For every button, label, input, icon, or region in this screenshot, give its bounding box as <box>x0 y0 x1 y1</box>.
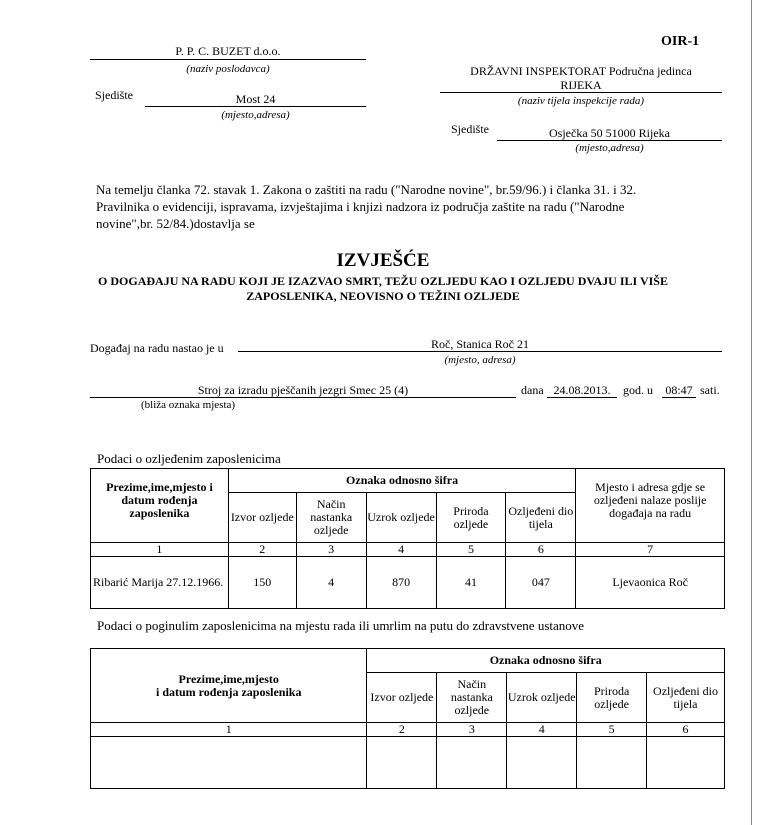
column-number: 7 <box>576 543 725 557</box>
deceased-sub-header: Ozljeđeni dio tijela <box>647 673 725 723</box>
employer-seat-line <box>145 106 366 107</box>
table-cell <box>367 737 437 789</box>
table-cell <box>647 737 725 789</box>
deceased-heading: Podaci o poginulim zaposlenicima na mjestu rada ili umrlim na putu do zdravstvene ustanove <box>97 618 585 633</box>
injured-person: Ribarić Marija 27.12.1966. <box>91 557 229 609</box>
column-number: 5 <box>577 723 647 737</box>
table-cell: 150 <box>228 557 296 609</box>
table-cell: 41 <box>436 557 506 609</box>
employer-name: P. P. C. BUZET d.o.o. <box>175 44 281 58</box>
intro-line-3: novine",br. 52/84.)dostavlja se <box>96 216 255 231</box>
event-machine-caption: (bliža oznaka mjesta) <box>141 399 236 411</box>
intro-line-1: Na temelju članka 72. stavak 1. Zakona o zaštiti na radu ("Narodne novine", br.59/96.) i članka 31. i 32. <box>96 182 637 197</box>
event-year-label: god. u <box>623 383 653 397</box>
event-date-label: dana <box>521 383 544 397</box>
authority-seat-label: Sjedište <box>451 122 489 136</box>
column-number: 4 <box>507 723 577 737</box>
table-cell <box>91 737 367 789</box>
deceased-sub-header: Priroda ozljede <box>577 673 647 723</box>
deceased-sub-header: Uzrok ozljede <box>507 673 577 723</box>
column-number: 6 <box>506 543 576 557</box>
column-number: 2 <box>228 543 296 557</box>
column-number: 3 <box>296 543 366 557</box>
table-cell: 870 <box>366 557 436 609</box>
event-machine-line <box>90 397 516 398</box>
column-number: 1 <box>91 543 229 557</box>
column-number: 3 <box>437 723 507 737</box>
event-date-line <box>547 397 617 398</box>
event-date: 24.08.2013. <box>553 383 611 397</box>
injured-group-header: Oznaka odnosno šifra <box>228 469 575 493</box>
deceased-col-person-line1: Prezime,ime,mjesto <box>178 671 279 686</box>
authority-name-line1: DRŽAVNI INSPEKTORAT Područna jedinca <box>470 64 692 78</box>
table-cell <box>437 737 507 789</box>
event-location: Roč, Stanica Roč 21 <box>431 337 529 351</box>
deceased-sub-header: Način nastanka ozljede <box>437 673 507 723</box>
page-border <box>751 0 752 825</box>
authority-seat-caption: (mjesto,adresa) <box>575 142 644 154</box>
event-machine: Stroj za izradu pješčanih jezgri Smec 25 (4) <box>197 383 409 397</box>
injured-sub-header: Uzrok ozljede <box>366 493 436 543</box>
column-number: 1 <box>91 723 367 737</box>
column-number: 6 <box>647 723 725 737</box>
event-location-line <box>238 351 722 352</box>
event-time: 08:47 <box>665 383 693 397</box>
employer-name-line <box>90 59 366 60</box>
injured-sub-header: Izvor ozljede <box>228 493 296 543</box>
deceased-sub-header: Izvor ozljede <box>367 673 437 723</box>
injured-sub-header: Ozljeđeni dio tijela <box>506 493 576 543</box>
column-number: 4 <box>366 543 436 557</box>
report-subtitle-2: ZAPOSLENIKA, NEOVISNO O TEŽINI OZLJEDE <box>246 289 520 303</box>
employer-seat-caption: (mjesto,adresa) <box>221 109 290 121</box>
report-subtitle-1: O DOGAĐAJU NA RADU KOJI JE IZAZVAO SMRT, TEŽU OZLJEDU KAO I OZLJEDU DVAJU ILI VIŠE <box>98 274 668 288</box>
injured-place: Ljevaonica Roč <box>576 557 725 609</box>
employer-seat-value: Most 24 <box>235 92 276 106</box>
injured-sub-header: Priroda ozljede <box>436 493 506 543</box>
deceased-col-person <box>91 649 367 723</box>
deceased-table <box>90 648 725 789</box>
deceased-group-header: Oznaka odnosno šifra <box>367 649 725 673</box>
form-code: OIR-1 <box>661 34 700 49</box>
table-row <box>91 737 725 789</box>
deceased-col-person-line2: i datum rođenja zaposlenika <box>156 684 302 699</box>
table-cell: 047 <box>506 557 576 609</box>
event-time-unit: sati. <box>700 383 720 397</box>
employer-seat-label: Sjedište <box>95 88 133 102</box>
event-location-caption: (mjesto, adresa) <box>444 354 516 366</box>
injured-sub-header: Način nastanka ozljede <box>296 493 366 543</box>
injured-heading: Podaci o ozljeđenim zaposlenicima <box>97 451 281 466</box>
event-time-line <box>662 397 696 398</box>
employer-name-caption: (naziv poslodavca) <box>186 63 270 75</box>
table-cell <box>507 737 577 789</box>
injured-col-place: Mjesto i adresa gdje se ozljeđeni nalaze poslije događaja na radu <box>576 469 725 543</box>
injured-col-person: Prezime,ime,mjesto i datum rođenja zaposlenika <box>91 469 229 543</box>
report-title: IZVJEŠĆE <box>336 250 430 271</box>
column-number: 5 <box>436 543 506 557</box>
injured-table <box>90 468 725 609</box>
table-cell: 4 <box>296 557 366 609</box>
table-cell <box>577 737 647 789</box>
authority-name-caption: (naziv tijela inspekcije rada) <box>517 95 645 107</box>
authority-seat-value: Osječka 50 51000 Rijeka <box>549 126 670 140</box>
intro-line-2: Pravilnika o evidenciji, ispravama, izvještajima i knjizi nadzora iz područja zaštite na radu ("Narodne <box>96 199 625 214</box>
column-number: 2 <box>367 723 437 737</box>
event-label: Događaj na radu nastao je u <box>90 341 224 355</box>
table-row <box>91 557 725 609</box>
authority-seat-line <box>497 140 722 141</box>
authority-name-line <box>440 92 722 93</box>
authority-name-line2: RIJEKA <box>560 78 602 92</box>
